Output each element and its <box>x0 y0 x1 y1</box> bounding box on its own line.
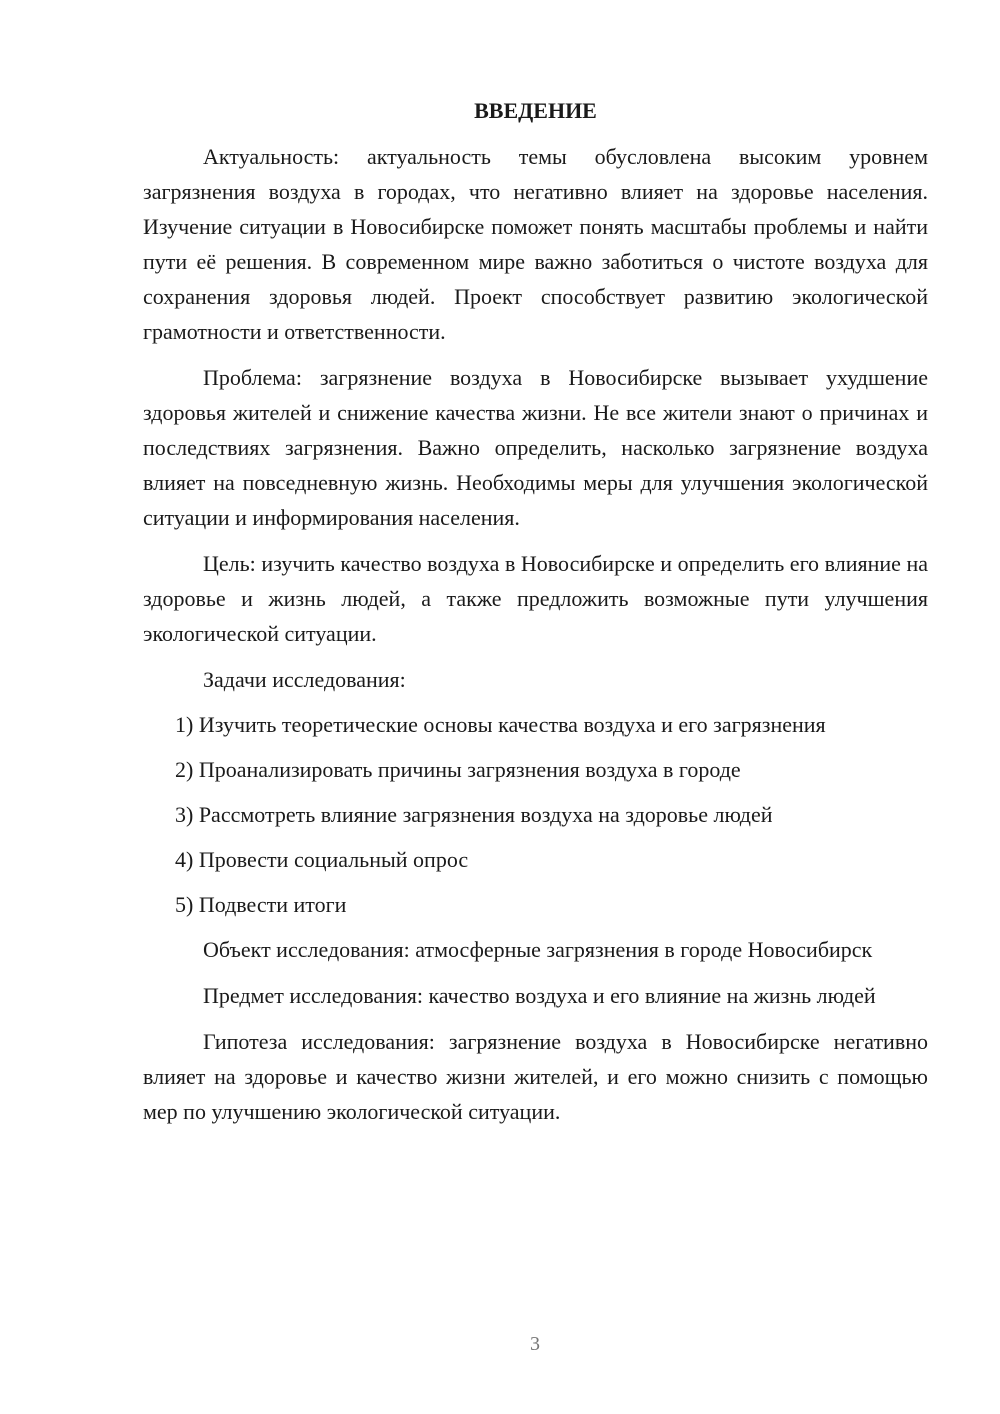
tasks-heading: Задачи исследования: <box>203 667 406 692</box>
paragraph-relevance: Актуальность: актуальность темы обусловлена высоким уровнем загрязнения воздуха в городах, что негативно влияет на здоровье населения. Изучение ситуации в Новосибирске поможет понять масштабы проблемы и найти пути её решения. В современном мире важно заботиться о чистоте воздуха для сохранения здоровья людей. Проект способствует развитию экологической грамотности и ответственности. <box>143 144 928 344</box>
section-title: ВВЕДЕНИЕ <box>474 98 597 123</box>
task-item: 3) Рассмотреть влияние загрязнения воздуха на здоровье людей <box>175 802 773 827</box>
paragraph-hypothesis: Гипотеза исследования: загрязнение воздуха в Новосибирске негативно влияет на здоровье и качество жизни жителей, и его можно снизить с помощью мер по улучшению экологической ситуации. <box>143 1029 928 1124</box>
paragraph-subject: Предмет исследования: качество воздуха и его влияние на жизнь людей <box>203 983 876 1008</box>
task-item: 4) Провести социальный опрос <box>175 847 469 872</box>
document-page <box>143 93 928 1140</box>
task-item: 1) Изучить теоретические основы качества воздуха и его загрязнения <box>175 712 826 737</box>
task-list <box>143 707 928 922</box>
task-item: 2) Проанализировать причины загрязнения воздуха в городе <box>175 757 741 782</box>
paragraph-problem: Проблема: загрязнение воздуха в Новосибирске вызывает ухудшение здоровья жителей и снижение качества жизни. Не все жители знают о причинах и последствиях загрязнения. Важно определить, насколько загрязнение воздуха влияет на повседневную жизнь. Необходимы меры для улучшения экологической ситуации и информирования населения. <box>143 365 928 530</box>
paragraph-object: Объект исследования: атмосферные загрязнения в городе Новосибирск <box>203 937 873 962</box>
paragraph-goal: Цель: изучить качество воздуха в Новосибирске и определить его влияние на здоровье и жизнь людей, а также предложить возможные пути улучшения экологической ситуации. <box>143 551 928 646</box>
task-item: 5) Подвести итоги <box>175 892 347 917</box>
page-number: 3 <box>530 1333 540 1355</box>
